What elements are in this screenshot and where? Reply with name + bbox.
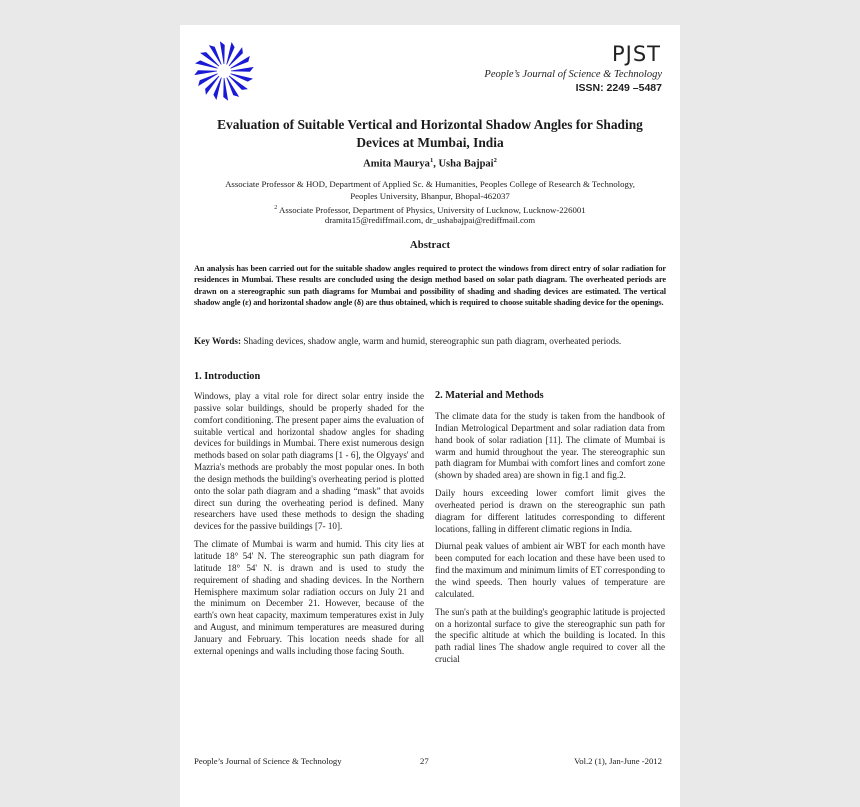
paragraph: Daily hours exceeding lower comfort limit gives the overheated period is drawn on the stereographic sun path diagram for different latitudes corresponding to different locations, falling in different climatic regions in India. xyxy=(435,488,665,534)
page-number: 27 xyxy=(420,756,429,766)
author-1-mark: 1 xyxy=(429,157,434,164)
paragraph: Diurnal peak values of ambient air WBT for each month have been computed for each location and these have been used to find the maximum and minimum limits of ET corresponding to the wind speeds. Then hourly values of temperature are calculated. xyxy=(435,541,665,599)
keywords-text: Shading devices, shadow angle, warm and humid, stereographic sun path diagram, overheated periods. xyxy=(241,336,622,346)
title-line-1: Evaluation of Suitable Vertical and Horizontal Shadow Angles for Shading xyxy=(217,117,643,132)
journal-logo-icon xyxy=(193,40,255,102)
author-separator: , xyxy=(433,158,439,170)
affiliation-mark: 2 xyxy=(274,205,278,211)
logo-blade xyxy=(220,41,225,64)
paragraph: The sun's path at the building's geographic latitude is projected on a horizontal surface to give the stereographic sun path for the specific altitude at which the building is located. In this path radial lines The shadow angle required to cover all the crucial xyxy=(435,606,665,665)
author-list xyxy=(194,157,666,170)
affiliation-line-1: Associate Professor & HOD, Department of Applied Sc. & Humanities, Peoples College of Research & Technology, xyxy=(225,179,635,189)
abstract-text: An analysis has been carried out for the suitable shadow angles required to protect the windows from direct entry of solar radiation for residences in Mumbai. These results are concluded using the design method based on solar path diagram. The overheated periods are drawn on a stereographic sun path diagrams for Mumbai and possibility of shading and shading devices are estimated. The vertical shadow angle (ε) and horizontal shadow angle (δ) are thus obtained, which is required to choose suitable shading device for the openings. xyxy=(194,264,666,307)
footer-volume: Vol.2 (1), Jan-June -2012 xyxy=(574,756,662,766)
logo-center xyxy=(218,65,230,77)
author-2: Usha Bajpai xyxy=(438,158,494,170)
logo-blade xyxy=(194,70,217,75)
issn: ISSN: 2249 –5487 xyxy=(575,82,662,94)
section-1-heading: 1. Introduction xyxy=(194,371,261,382)
paragraph: The climate data for the study is taken from the handbook of Indian Metrological Department and solar radiation data from hand book of solar radiation [11]. The climate of Mumbai is warm and humid throughout the year. The stereographic sun path diagram for Mumbai with comfort lines and comfort zone (shown by shaded area) are shown in fig.1 and fig.2. xyxy=(435,411,665,481)
author-1: Amita Maurya xyxy=(363,158,430,170)
title-line-2: Devices at Mumbai, India xyxy=(356,135,504,150)
column-left xyxy=(194,391,424,664)
abstract-heading: Abstract xyxy=(409,239,451,251)
logo-blade xyxy=(231,67,254,72)
journal-logo-text: PJST xyxy=(612,42,662,66)
paragraph: The climate of Mumbai is warm and humid. This city lies at latitude 18° 54' N. The stereographic sun path diagram for latitude 18° 54' N. is drawn and is used to study the requirement of shading and shading devices. In the Northern Hemisphere maximum solar radiation occurs on July 21 and the minimum on December 21. However, because of the earth's own heat capacity, maximum temperatures exist in July and August, and minimum temperatures are measured during January and February. This location needs shade for all external openings and walls including those facing South. xyxy=(194,539,424,656)
footer-journal: People’s Journal of Science & Technology xyxy=(194,756,342,766)
email-addresses: dramita15@rediffmail.com, dr_ushabajpai@rediffmail.com xyxy=(324,215,536,225)
column-right xyxy=(435,411,665,672)
logo-blade xyxy=(223,78,228,101)
paragraph: Windows, play a vital role for direct solar entry inside the passive solar buildings, should be properly shaded for the comfort conditioning. The present paper aims the evaluation of suitable vertical and horizontal shadow angles for shading devices for buildings in Mumbai. There exist numerous design methods based on solar path diagrams [1 - 6], the Olgyays' and Mazria's methods are probably the most popular ones. In both the design methods the building's overheating period is plotted onto the solar path diagram and a shading “mask” that avoids direct sun during the overheating period is defined. Many researchers have used these methods to design the shading devices for the passive buildings [7- 10]. xyxy=(194,391,424,532)
author-2-mark: 2 xyxy=(493,157,497,164)
keywords xyxy=(194,335,666,347)
paper-title xyxy=(194,116,666,152)
keywords-label: Key Words: xyxy=(194,336,242,346)
affiliation-line-3-text: Associate Professor, Department of Physics, University of Lucknow, Lucknow-226001 xyxy=(277,204,586,215)
journal-name: People’s Journal of Science & Technology xyxy=(484,69,662,80)
section-2-heading: 2. Material and Methods xyxy=(435,390,544,401)
affiliation-line-2: Peoples University, Bhanpur, Bhopal-462037 xyxy=(350,191,510,201)
